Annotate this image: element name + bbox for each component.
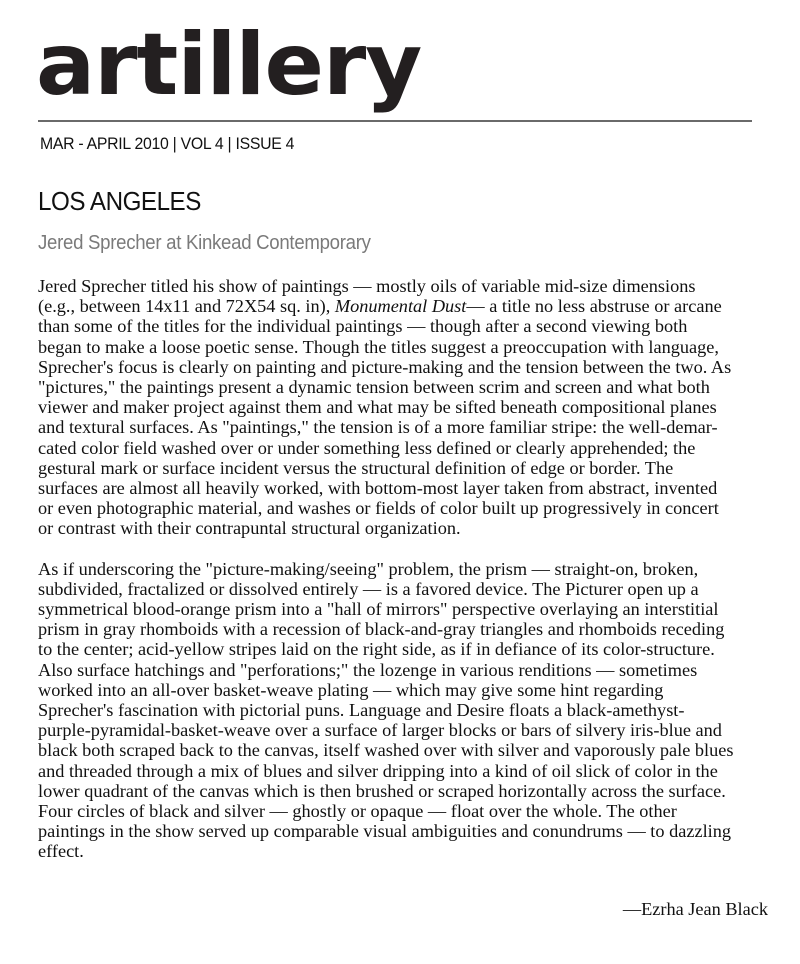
text-line: paintings in the show served up comparable visual ambiguities and conundrums — to dazzling xyxy=(38,821,732,842)
author-byline: —Ezrha Jean Black xyxy=(622,899,768,919)
text-line: surfaces are almost all heavily worked, with bottom-most layer taken from abstract, invented xyxy=(38,478,718,499)
text-line: and threaded through a mix of blues and silver dripping into a kind of oil slick of color in the xyxy=(38,760,718,781)
text-line: than some of the titles for the individual paintings — though after a second viewing both xyxy=(38,316,688,337)
text-line: lower quadrant of the canvas which is then brushed or scraped horizontally across the surface. xyxy=(38,780,726,801)
text-line: purple-pyramidal-basket-weave over a surface of larger blocks or bars of silvery iris-blue and xyxy=(38,720,722,741)
text-line: Sprecher's focus is clearly on painting and picture-making and the tension between the two. As xyxy=(38,356,732,377)
masthead-divider xyxy=(38,120,752,122)
text-segment: — a title no less abstruse or arcane xyxy=(466,296,722,317)
text-line: and textural surfaces. As "paintings," the tension is of a more familiar stripe: the well-demar- xyxy=(38,417,718,438)
text-line: Sprecher's fascination with pictorial puns. Language and Desire floats a black-amethyst- xyxy=(38,700,685,721)
text-line: subdivided, fractalized or dissolved entirely — is a favored device. The Picturer open up a xyxy=(38,578,699,599)
section-heading: LOS ANGELES xyxy=(38,186,201,216)
text-line: Four circles of black and silver — ghostly or opaque — float over the whole. The other xyxy=(38,801,677,822)
text-line: black both scraped back to the canvas, itself washed over with silver and vaporously pale blues xyxy=(38,740,734,761)
text-line: "pictures," the paintings present a dynamic tension between scrim and screen and what both xyxy=(38,377,710,398)
text-line: gestural mark or surface incident versus the structural definition of edge or border. The xyxy=(38,457,674,478)
text-line: Jered Sprecher titled his show of paintings — mostly oils of variable mid-size dimensions xyxy=(38,276,696,296)
text-line: symmetrical blood-orange prism into a "hall of mirrors" perspective overlaying an interstitial xyxy=(38,599,719,620)
show-title: Monumental Dust xyxy=(334,296,467,317)
text-line: began to make a loose poetic sense. Though the titles suggest a preoccupation with language, xyxy=(38,336,719,357)
text-line: viewer and maker project against them and what may be sifted beneath compositional planes xyxy=(38,397,717,418)
issue-line: MAR - APRIL 2010 | VOL 4 | ISSUE 4 xyxy=(40,134,295,153)
text-line: to the center; acid-yellow stripes laid on the right side, as if in defiance of its color-structure. xyxy=(38,639,715,660)
paragraph-2 xyxy=(38,559,778,862)
text-line: cated color field washed over or under something less defined or clearly apprehended; the xyxy=(38,437,696,458)
text-line: prism in gray rhomboids with a recession of black-and-gray triangles and rhomboids receding xyxy=(38,619,725,640)
artillery-logo: artillery xyxy=(36,15,422,115)
article-body xyxy=(38,276,778,882)
text-line: Also surface hatchings and "perforations;" the lozenge in various renditions — sometimes xyxy=(38,659,698,680)
text-line: or even photographic material, and washes or fields of color built up progressively in concert xyxy=(38,498,719,519)
text-line: effect. xyxy=(38,841,84,862)
text-line: worked into an all-over basket-weave plating — which may give some hint regarding xyxy=(38,679,664,700)
text-line xyxy=(38,296,778,316)
paragraph-1 xyxy=(38,276,778,539)
text-line: As if underscoring the "picture-making/seeing" problem, the prism — straight-on, broken, xyxy=(38,558,699,579)
article-subtitle: Jered Sprecher at Kinkead Contemporary xyxy=(38,232,371,254)
text-segment: (e.g., between 14x11 and 72X54 sq. in), xyxy=(38,296,335,317)
text-line: or contrast with their contrapuntal structural organization. xyxy=(38,518,461,539)
